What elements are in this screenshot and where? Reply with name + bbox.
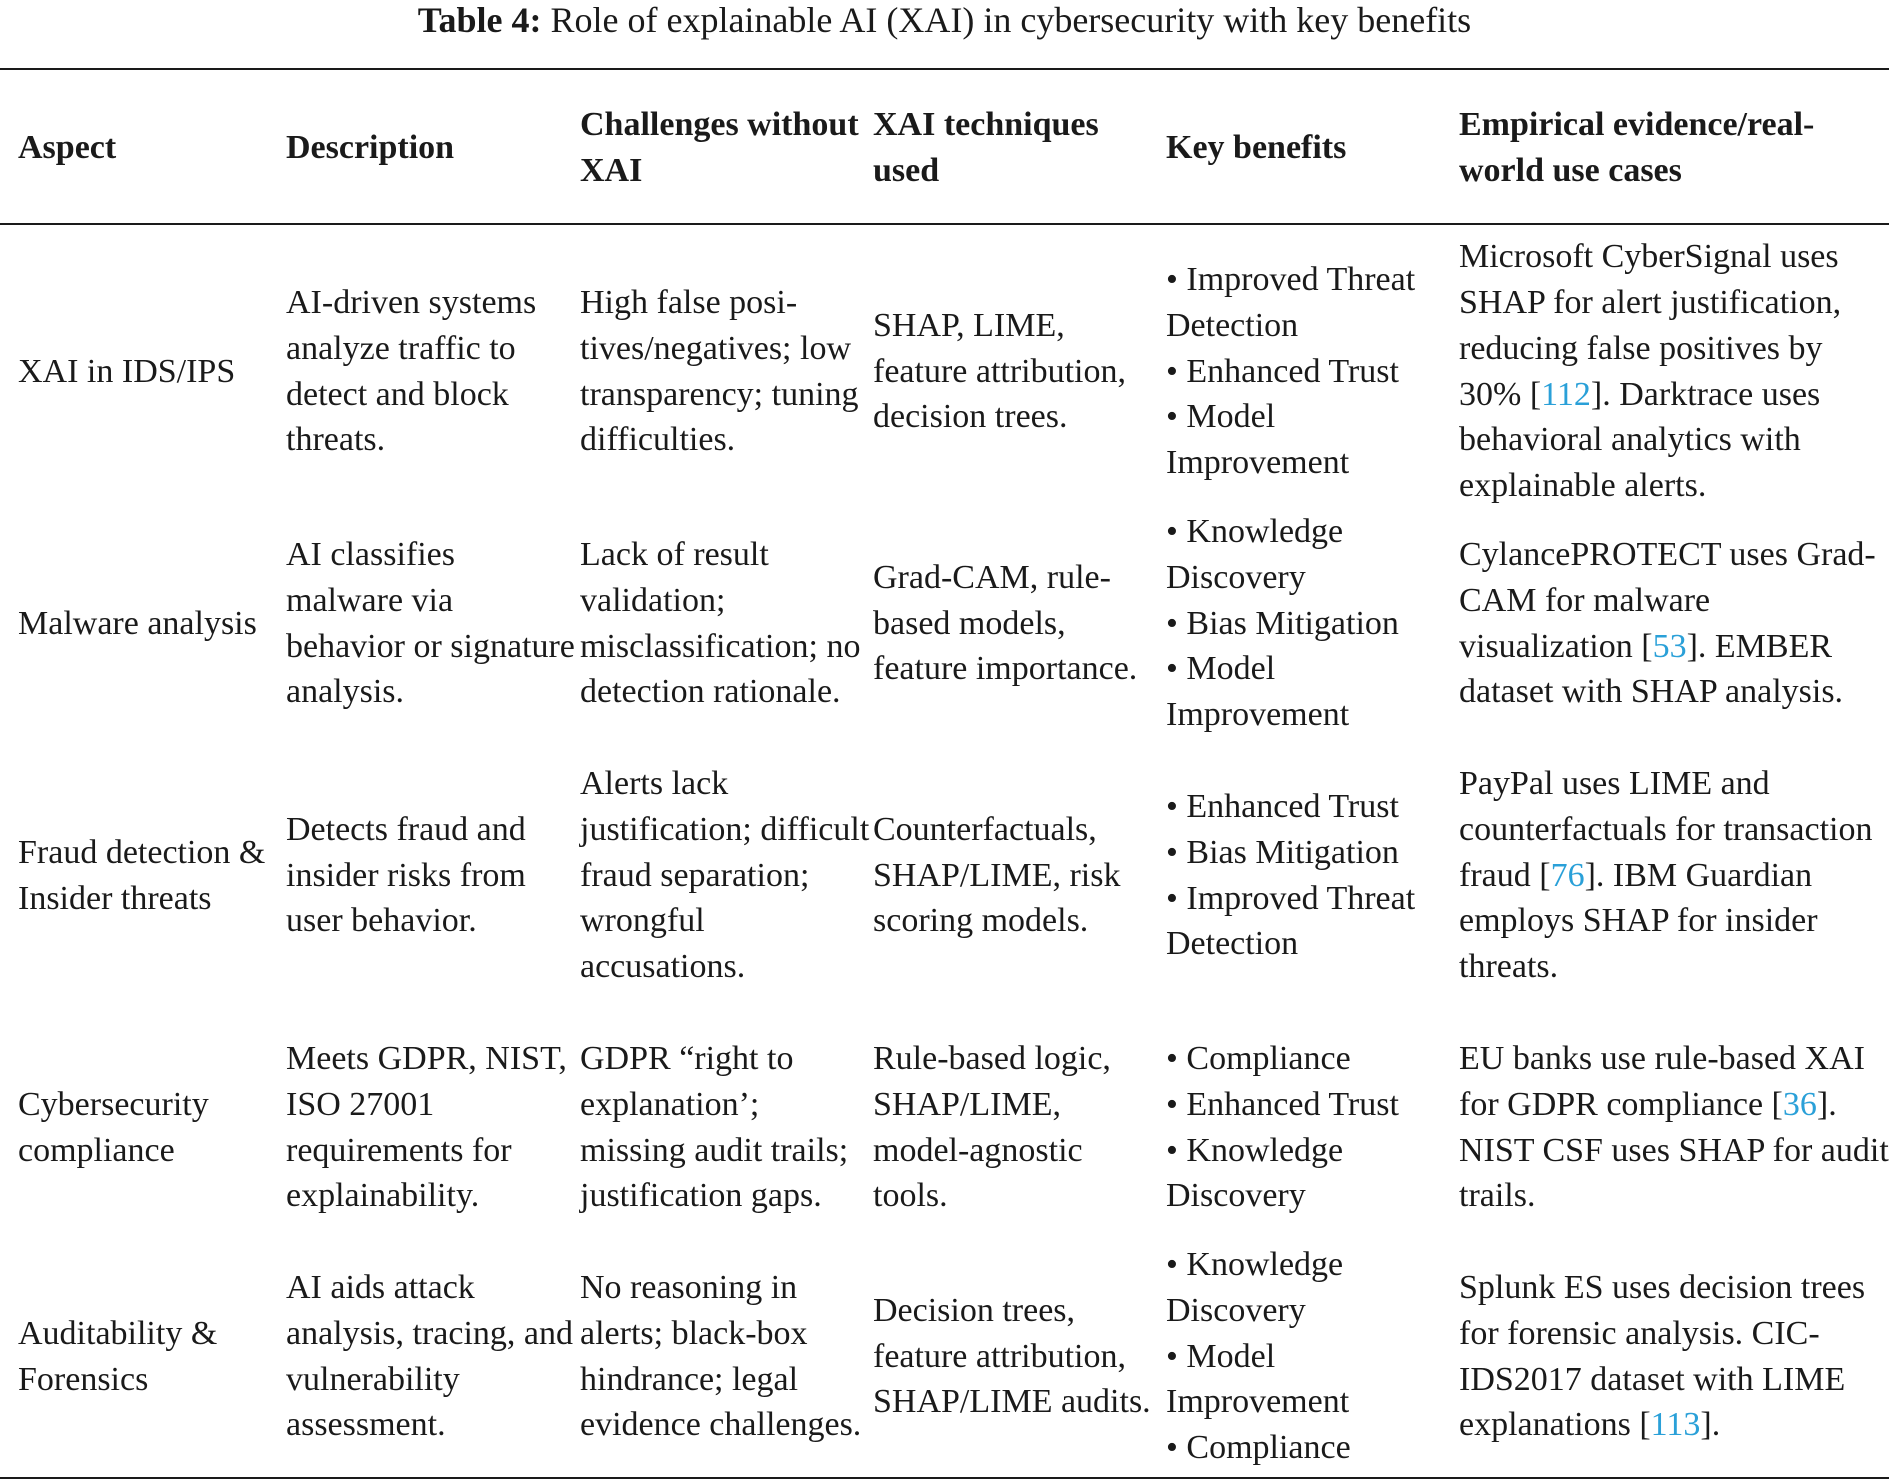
row-5-evidence [1459, 1242, 1889, 1471]
row-1-evidence [1459, 234, 1889, 509]
evidence-text: ]. NIST CSF uses SHAP for audit trails. [1459, 1085, 1889, 1215]
bottom-rule [0, 1477, 1889, 1479]
row-3-challenges: Alerts lack justification; difficult fraud separation; wrongful accusations. [580, 765, 870, 986]
row-2-description: AI classifies malware via behavior or signature analysis. [286, 535, 575, 711]
row-3-description: Detects fraud and insider risks from user behavior. [286, 810, 526, 940]
row-3-aspect: Fraud detection & Insider threats [18, 833, 266, 917]
benefit-item: • Knowledge Discovery [1166, 1246, 1344, 1329]
row-3-techniques: Counterfactuals, SHAP/LIME, risk scoring models. [873, 810, 1121, 940]
benefit-item: • Bias Mitigation [1166, 833, 1399, 871]
evidence-text: EU banks use rule-based XAI for GDPR compliance [ [1459, 1039, 1865, 1123]
benefit-item: • Improved Threat Detection [1166, 879, 1416, 963]
benefit-item: • Improved Threat Detection [1166, 261, 1416, 344]
row-4-evidence [1459, 1013, 1889, 1242]
table-caption [0, 0, 1889, 40]
row-5-benefits [1166, 1242, 1456, 1471]
row-4-aspect: Cybersecurity compliance [18, 1085, 209, 1169]
evidence-text: ]. [1700, 1406, 1721, 1444]
row-2-evidence [1459, 509, 1889, 738]
row-1-aspect: XAI in IDS/IPS [18, 352, 236, 390]
row-3-benefits [1166, 738, 1456, 1013]
benefit-item: • Enhanced Trust [1166, 352, 1399, 390]
row-1-benefits [1166, 234, 1456, 509]
benefit-item: • Model Improvement [1166, 1337, 1350, 1421]
benefit-item: • Knowledge Discovery [1166, 1131, 1344, 1215]
row-5-techniques: Decision trees, feature attribution, SHAP/LIME audits. [873, 1291, 1151, 1421]
header-description: Description [286, 128, 455, 166]
evidence-text: Splunk ES uses decision trees for forensic analysis. CIC-IDS2017 dataset with LIME explanations [ [1459, 1268, 1866, 1444]
row-1-challenges: High false posi- tives/negatives; low transparency; tuning difficulties. [580, 283, 859, 459]
row-5-description: AI aids attack analysis, tracing, and vulnerability assessment. [286, 1268, 574, 1444]
table-title: Role of explainable AI (XAI) in cybersecurity with key benefits [541, 0, 1472, 40]
benefit-item: • Model Improvement [1166, 398, 1350, 482]
evidence-text: ]. EMBER dataset with SHAP analysis. [1459, 627, 1844, 711]
evidence-text: PayPal uses LIME and counterfactuals for transaction fraud [ [1459, 765, 1873, 894]
evidence-text: CylancePROTECT uses Grad-CAM for malware visualization [ [1459, 535, 1876, 665]
benefit-item: • Compliance [1166, 1039, 1351, 1077]
row-4-benefits [1166, 1013, 1456, 1242]
evidence-text: Microsoft CyberSignal uses SHAP for alert justification, reducing false positives by 30% [ [1459, 238, 1842, 413]
header-benefits: Key benefits [1166, 128, 1347, 166]
row-1-techniques: SHAP, LIME, feature attribution, decision trees. [873, 306, 1127, 436]
reference-link[interactable]: 53 [1652, 627, 1687, 665]
row-2-aspect: Malware analysis [18, 604, 257, 642]
row-2-techniques: Grad-CAM, rule-based models, feature importance. [873, 558, 1138, 688]
benefit-item: • Compliance [1166, 1429, 1351, 1467]
row-4-challenges: GDPR “right to explanation’; missing audit trails; justification gaps. [580, 1039, 849, 1215]
benefit-item: • Model Improvement [1166, 650, 1350, 734]
reference-link[interactable]: 113 [1650, 1406, 1701, 1444]
benefit-item: • Bias Mitigation [1166, 604, 1399, 642]
reference-link[interactable]: 36 [1782, 1085, 1817, 1123]
row-4-techniques: Rule-based logic, SHAP/LIME, model-agnostic tools. [873, 1039, 1111, 1215]
row-5-challenges: No reasoning in alerts; black-box hindrance; legal evidence challenges. [580, 1268, 862, 1444]
top-rule [0, 68, 1889, 70]
benefit-item: • Enhanced Trust [1166, 1085, 1399, 1123]
table-label: Table 4: [417, 0, 542, 40]
row-2-challenges: Lack of result validation; misclassification; no detection rationale. [580, 535, 861, 711]
reference-link[interactable]: 112 [1541, 375, 1591, 413]
header-evidence: Empirical evidence/real-world use cases [1459, 105, 1815, 189]
header-challenges: Challenges without XAI [580, 105, 859, 189]
row-2-benefits [1166, 509, 1456, 738]
evidence-text: ]. Darktrace uses behavioral analytics with explainable alerts. [1459, 375, 1821, 505]
benefit-item: • Knowledge Discovery [1166, 513, 1344, 596]
row-3-evidence [1459, 738, 1889, 1013]
row-5-aspect: Auditability & Forensics [18, 1314, 218, 1398]
evidence-text: ]. IBM Guardian employs SHAP for insider threats. [1459, 856, 1818, 986]
benefit-item: • Enhanced Trust [1166, 787, 1399, 825]
row-4-description: Meets GDPR, NIST, ISO 27001 requirements for explainability. [286, 1039, 567, 1215]
reference-link[interactable]: 76 [1550, 856, 1585, 894]
header-aspect: Aspect [18, 128, 117, 166]
header-rule [0, 223, 1889, 225]
header-techniques: XAI techniques used [873, 105, 1099, 189]
row-1-description: AI-driven systems analyze traffic to detect and block threats. [286, 283, 537, 459]
